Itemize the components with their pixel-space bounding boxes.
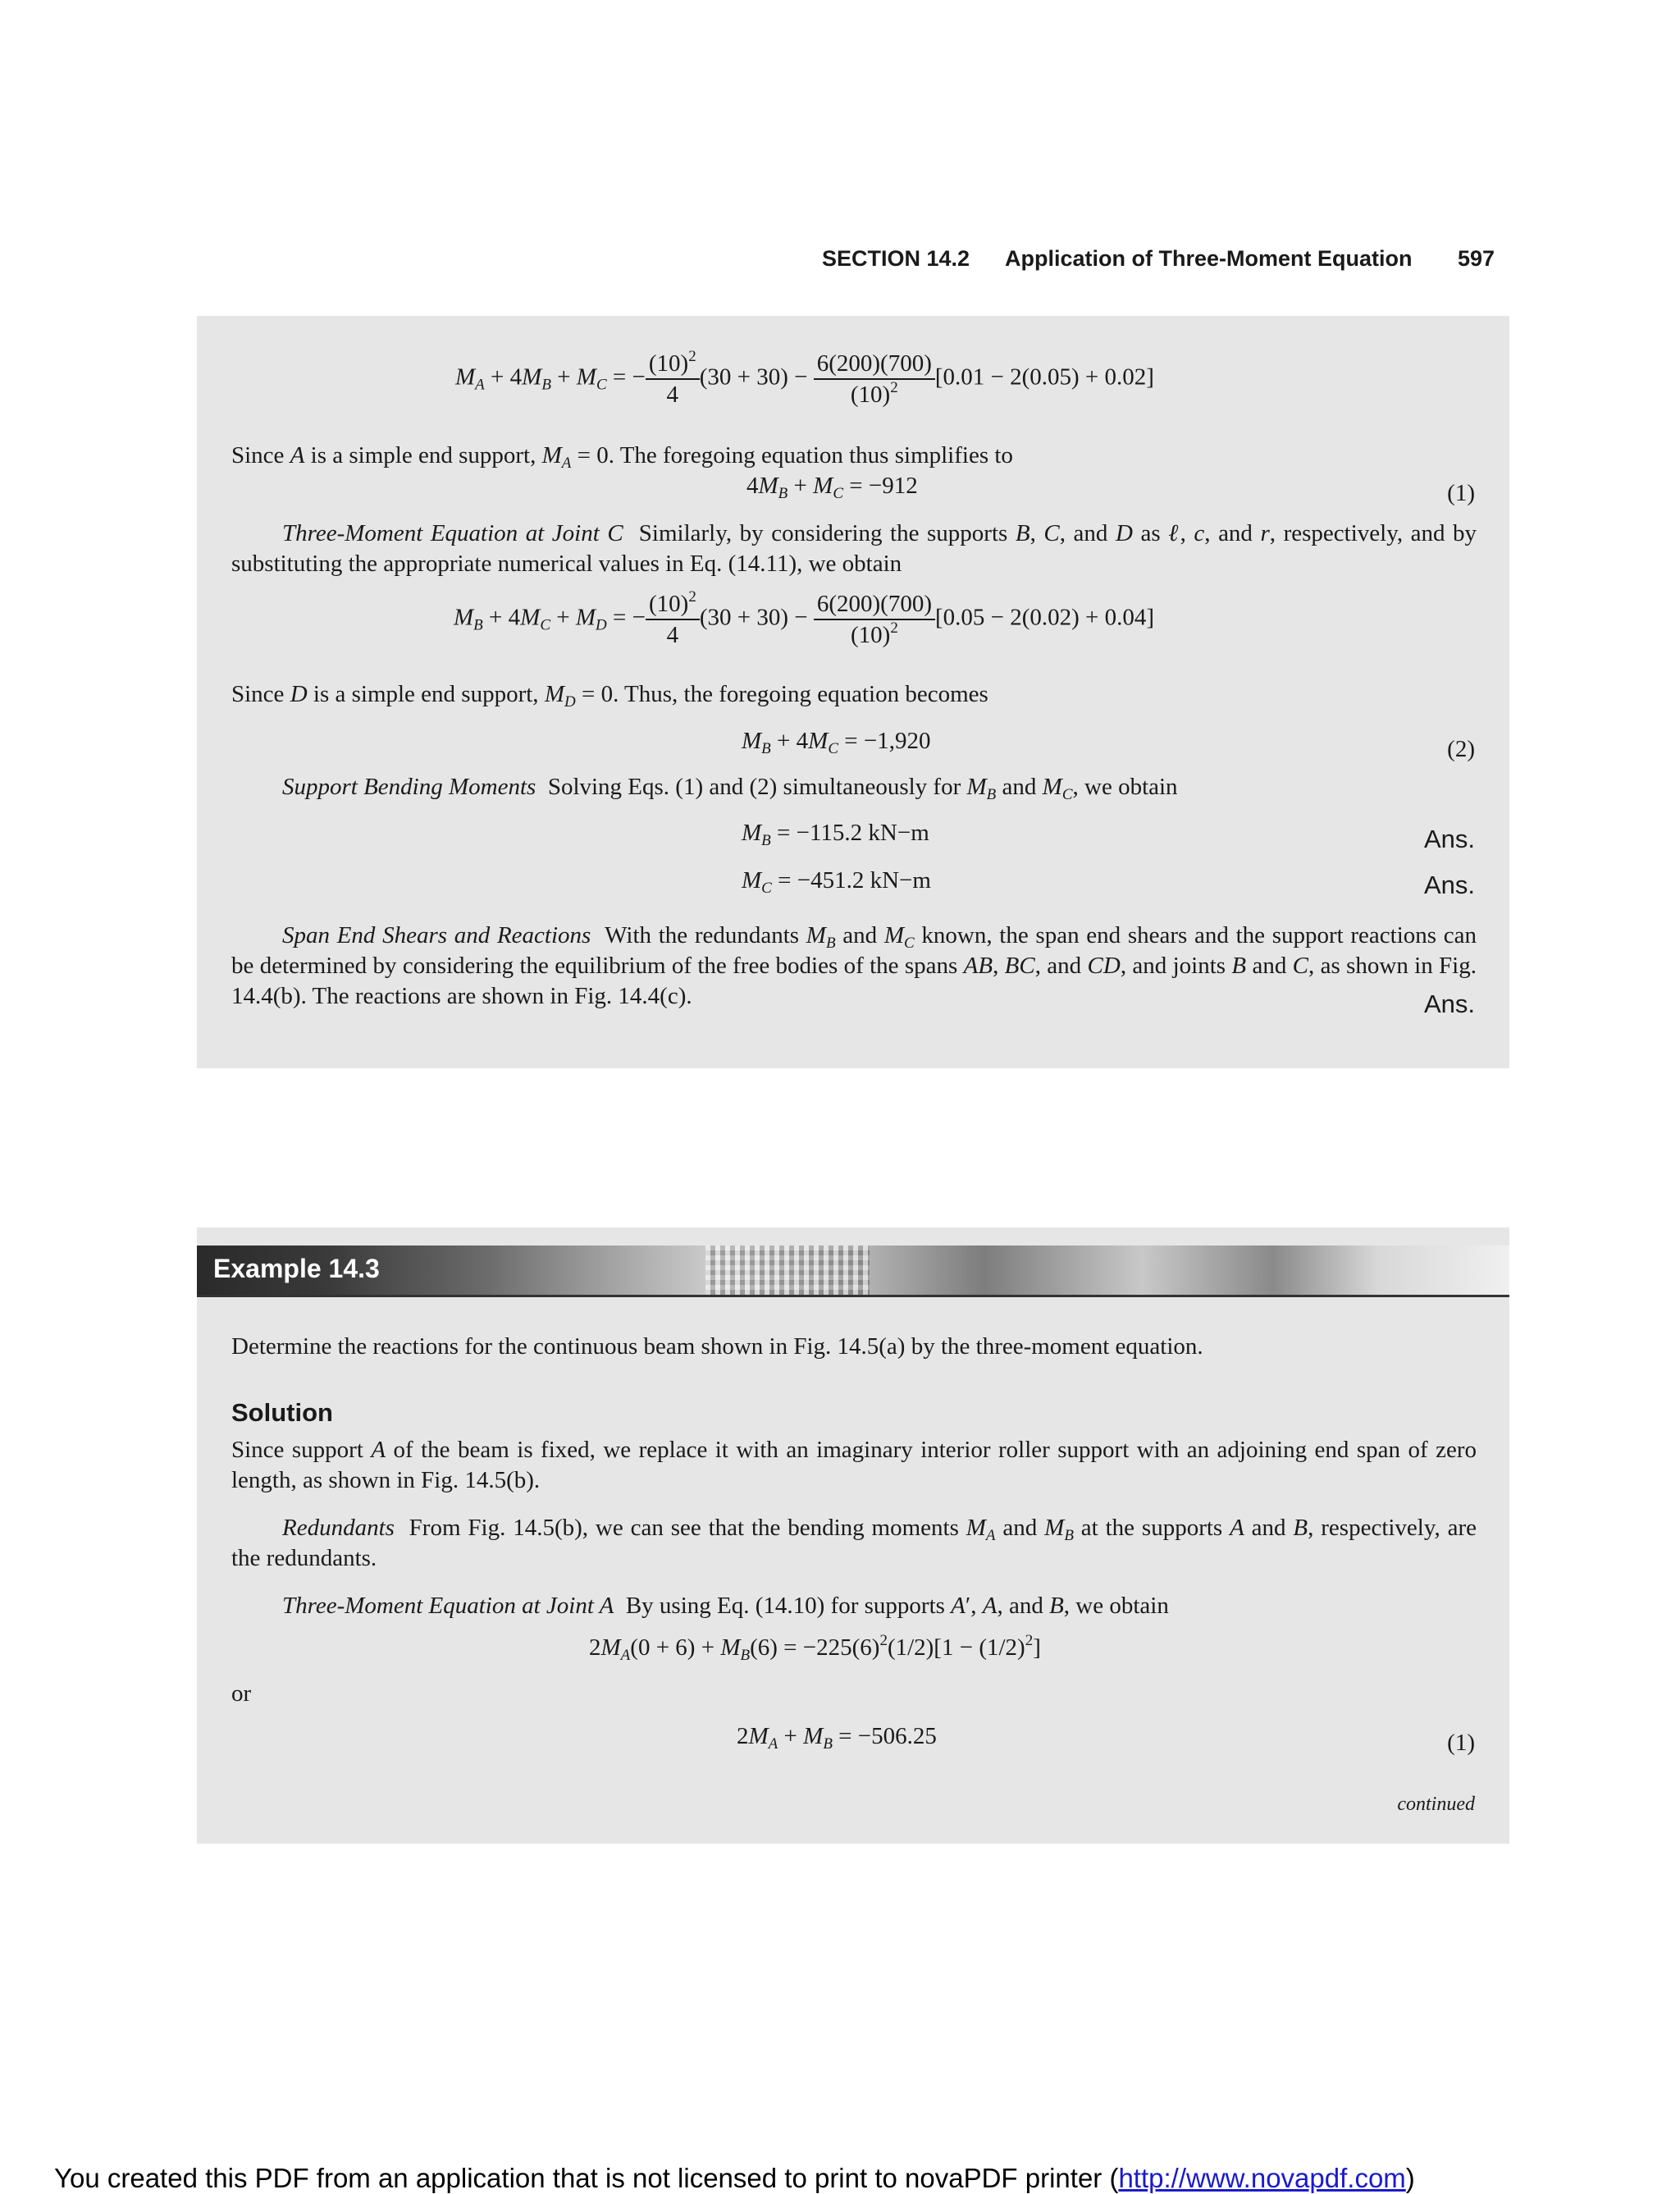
page-number: 597 xyxy=(1458,246,1495,271)
answer-marker: Ans. xyxy=(1423,871,1475,899)
result-mc: $M_C = -451.2$ kN−m xyxy=(742,867,931,897)
equation-joint-c: $M_B + 4M_C + M_D$ = − $\frac{(10)^2}{4}$ (30 + 30) − $\frac{6(200)(700)}{(10)^2}$ [0.05 − 2(0.02) + 0.04] xyxy=(454,588,1155,648)
answer-marker: Ans. xyxy=(1423,990,1475,1018)
paragraph-fixed-support: Since support A of the beam is fixed, we replace it with an imaginary interior roller support with an adjoining end span of zero length, as shown in Fig. 14.5(b). xyxy=(231,1437,1477,1493)
section-number: SECTION 14.2 xyxy=(822,246,970,271)
result-mb: $M_B = -115.2$ kN−m xyxy=(742,820,929,849)
example-continuation-box xyxy=(197,316,1509,1068)
paragraph-joint-c: Three-Moment Equation at Joint C Similarly, by considering the supports B, C, and D as ℓ, c, and r, respectively, and by substituting the appropriate numerical values in Eq. (14.11), we obtain xyxy=(231,520,1477,577)
equation-2: $M_B + 4M_C = -1,920$ xyxy=(742,728,931,757)
equation-joint-a: $2M_A(0 + 6) + M_B(6) = -225(6)^2(1/2)[1 - (1/2)^2]$ xyxy=(589,1632,1041,1664)
solution-heading: Solution xyxy=(231,1398,333,1427)
paragraph-support-moments: Support Bending Moments Solving Eqs. (1) and (2) simultaneously for $M_B$ and $M_C$, we obtain xyxy=(282,774,1178,803)
example-title: Example 14.3 xyxy=(213,1254,380,1283)
novapdf-link[interactable]: http://www.novapdf.com xyxy=(1118,2163,1406,2193)
equation-joint-b: $M_A + 4M_B + M_C$ = − $\frac{(10)^2}{4}$ (30 + 30) − $\frac{6(200)(700)}{(10)^2}$ [0.01 − 2(0.05) + 0.02] xyxy=(455,348,1154,408)
license-footer: You created this PDF from an application that is not licensed to print to novaPDF printer (http://www.novapdf.com) xyxy=(54,2163,1415,2193)
section-title: Application of Three-Moment Equation xyxy=(1005,246,1413,271)
problem-statement: Determine the reactions for the continuous beam shown in Fig. 14.5(a) by the three-moment equation. xyxy=(231,1333,1203,1360)
paragraph-redundants: Redundants From Fig. 14.5(b), we can see that the bending moments $M_A$ and $M_B$ at the supports A and B, respectively, are the redundants. xyxy=(231,1515,1477,1571)
paragraph-simple-support-a: Since A is a simple end support, $M_A = 0$. The foregoing equation thus simplifies to xyxy=(231,442,1013,472)
example-14-3-box xyxy=(197,1227,1509,1844)
continued-label: continued xyxy=(1397,1794,1475,1815)
paragraph-shears-reactions: Span End Shears and Reactions With the redundants $M_B$ and $M_C$ known, the span end shears and the support reactions can be determined by considering the equilibrium of the free bodies of the spans AB, BC, and CD, and joints B and C, as shown in Fig. 14.4(b). The reactions are shown in Fig. 14.4(c). xyxy=(231,922,1477,1009)
or-text: or xyxy=(231,1680,252,1707)
equation-number: (1) xyxy=(1447,1730,1475,1756)
equation-1b: $2M_A + M_B = -506.25$ xyxy=(737,1723,937,1753)
equation-1: $4M_B + M_C = -912$ xyxy=(746,473,918,502)
answer-marker: Ans. xyxy=(1423,825,1475,853)
equation-number: (1) xyxy=(1447,480,1475,506)
running-header xyxy=(197,246,1509,287)
paragraph-simple-support-d: Since D is a simple end support, $M_D = 0$. Thus, the foregoing equation becomes xyxy=(231,681,988,711)
example-banner xyxy=(197,1246,1509,1297)
paragraph-joint-a: Three-Moment Equation at Joint A By using Eq. (14.10) for supports A′, A, and B, we obtain xyxy=(282,1593,1169,1619)
equation-number: (2) xyxy=(1447,736,1475,762)
